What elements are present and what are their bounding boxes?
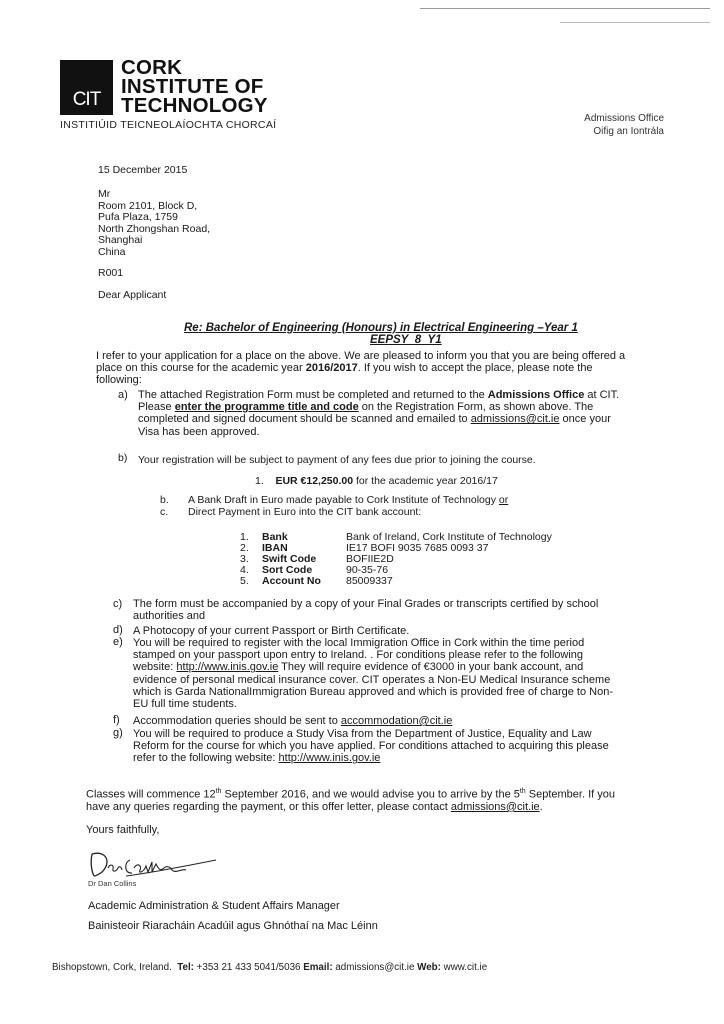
institution-name: CORK INSTITUTE OF TECHNOLOGY <box>121 56 268 117</box>
recipient-address: Mr Room 2101, Block D, Pufa Plaza, 1759 North Zhongshan Road, Shanghai China <box>98 188 211 258</box>
scan-mark-top-2 <box>560 22 710 23</box>
item-b-label: b) <box>118 452 128 464</box>
fee-line: 1. EUR €12,250.00 for the academic year 2016/17 <box>255 475 498 487</box>
subject-line: Re: Bachelor of Engineering (Honours) in Electrical Engineering –Year 1 <box>184 322 578 334</box>
intro-paragraph: I refer to your application for a place on the above. We are pleased to inform you that you are being offered a place on this course for the academic year 2016/2017. If you wish to accept the place, please note the following: <box>96 350 626 387</box>
admissions-email-link[interactable]: admissions@cit.ie <box>470 413 560 426</box>
bank-row: 3. Swift Code BOFIIE2D <box>240 553 394 565</box>
cit-logo-mark: CIT <box>60 60 113 115</box>
item-f-label: f) <box>113 714 120 726</box>
item-a-label: a) <box>118 389 128 401</box>
closing-paragraph: Classes will commence 12th September 2016, and we would advise you to arrive by the 5th September. If you have any queries regarding the payment, or this offer letter, please contact admissions@cit.ie. <box>86 788 615 813</box>
item-b-text: Your registration will be subject to payment of any fees due prior to joining the course. <box>138 454 536 466</box>
item-c-label: c) <box>113 598 123 610</box>
closing-email-link[interactable]: admissions@cit.ie <box>450 800 540 813</box>
signature-name: Dr Dan Collins <box>88 879 137 888</box>
reference-number: R001 <box>98 267 124 279</box>
bank-row: 5. Account No 85009337 <box>240 575 393 587</box>
signer-title-english: Academic Administration & Student Affairs Manager <box>88 900 340 912</box>
accommodation-email-link[interactable]: accommodation@cit.ie <box>340 715 453 727</box>
bank-row: 4. Sort Code 90-35-76 <box>240 564 389 576</box>
salutation: Dear Applicant <box>98 289 167 301</box>
item-e-label: e) <box>113 636 123 648</box>
inis-link-2[interactable]: http://www.inis.gov.ie <box>278 752 381 765</box>
item-c-text: The form must be accompanied by a copy of your Final Grades or transcripts certified by school authorities and <box>133 598 599 623</box>
payment-option-c: c. Direct Payment in Euro into the CIT bank account: <box>160 506 422 518</box>
signoff: Yours faithfully, <box>86 824 160 836</box>
item-d-label: d) <box>113 624 123 636</box>
item-g-text: You will be required to produce a Study Visa from the Department of Justice, Equality and Law Reform for the course for which you have applied. For conditions attached to acquiring this please refer to the following website: http://www.inis.gov.ie <box>133 728 609 765</box>
item-g-label: g) <box>113 727 123 739</box>
item-d-text: A Photocopy of your current Passport or Birth Certificate. <box>133 625 410 637</box>
item-e-text: You will be required to register with the local Immigration Office in Cork within the time period stamped on your passport upon entry to Ireland. . For conditions please refer to the following website: http://www.inis.gov.ie They will require evidence of €3000 in your bank account, and evidence of personal medical insurance cover. CIT operates a Non-EU Medical Insurance scheme which is Garda NationalImmigration Bureau approved and which is provided free of charge to Non-EU full time students. <box>133 637 613 711</box>
payment-option-b: b. A Bank Draft in Euro made payable to Cork Institute of Technology or <box>160 494 509 506</box>
inis-link[interactable]: http://www.inis.gov.ie <box>176 661 279 674</box>
letter-date: 15 December 2015 <box>98 164 188 176</box>
bank-row: 1. Bank Bank of Ireland, Cork Institute of Technology <box>240 531 552 543</box>
bank-details <box>240 532 552 587</box>
scan-mark-top <box>420 8 710 9</box>
institution-irish-name: INSTITIÚID TEICNEOLAÍOCHTA CHORCAÍ <box>60 119 277 131</box>
item-a-text: The attached Registration Form must be completed and returned to the Admissions Office at CIT. Please enter the programme title and code on the Registration Form, as shown above. The completed and signed document should be scanned and emailed to admissions@cit.ie once your Visa has been approved. <box>138 389 620 438</box>
letterhead-footer: Bishopstown, Cork, Ireland. Tel: +353 21 433 5041/5036 Email: admissions@cit.ie Web: www.cit.ie <box>52 962 488 973</box>
programme-code: EEPSY_8_Y1 <box>370 334 442 346</box>
item-f-text: Accommodation queries should be sent to accommodation@cit.ie <box>133 715 453 727</box>
office-label: Admissions Office Oifig an Iontrála <box>584 113 664 137</box>
bank-row: 2. IBAN IE17 BOFI 9035 7685 0093 37 <box>240 542 489 554</box>
signer-title-irish: Bainisteoir Riaracháin Acadúil agus Ghnóthaí na Mac Léinn <box>88 920 378 932</box>
